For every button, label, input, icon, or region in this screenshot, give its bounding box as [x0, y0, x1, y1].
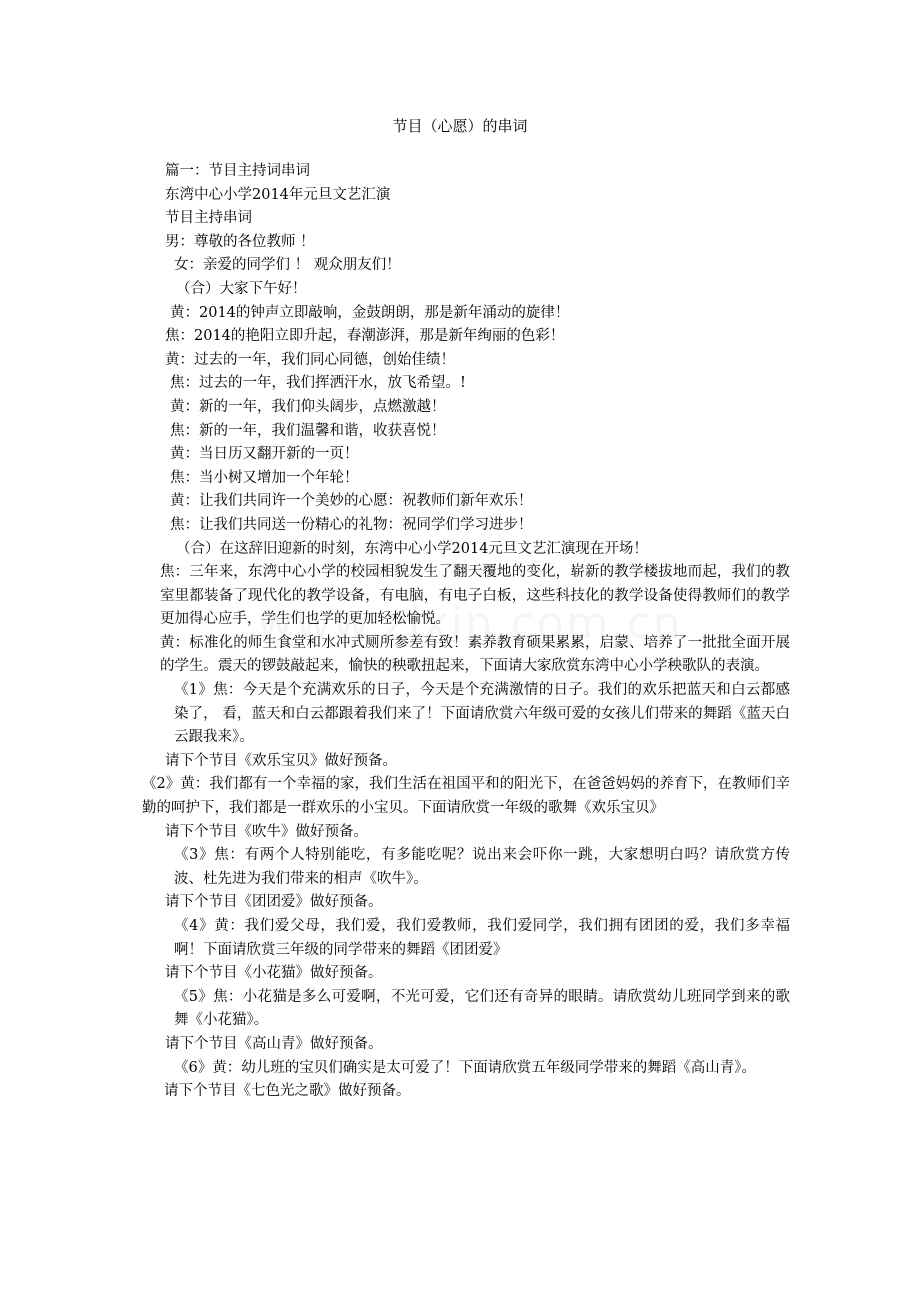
text-line: （合）在这辞旧迎新的时刻，东湾中心小学2014元旦文艺汇演现在开场！: [176, 540, 648, 557]
text-line: 焦：当小树又增加一个年轮！: [170, 469, 359, 486]
text-line: （合）大家下午好！: [176, 280, 307, 297]
text-paragraph: 《2》黄：我们都有一个幸福的家，我们生活在祖国平和的阳光下，在爸爸妈妈的养育下，在教师们辛勤的呵护下，我们都是一群欢乐的小宝贝。下面请欣赏一年级的歌舞《欢乐宝贝》: [142, 776, 790, 817]
text-line: 节目主持串词: [165, 210, 252, 227]
text-line: 男：尊敬的各位教师 ！: [165, 233, 315, 250]
text-paragraph: 焦：三年来，东湾中心小学的校园相貌发生了翻天覆地的变化，崭新的教学楼拔地而起，我们的教室里都装备了现代化的教学设备，有电脑，有电子白板，这些科技化的教学设备使得教师们的教学更加得心应手，学生们也学的更加轻松愉悦。: [160, 564, 790, 628]
text-paragraph: 《1》焦：今天是个充满欢乐的日子，今天是个充满激情的日子。我们的欢乐把蓝天和白云都感染了， 看，蓝天和白云都跟着我们来了！下面请欣赏六年级可爱的女孩儿们带来的舞蹈《蓝天白云跟我来》。: [174, 682, 790, 746]
text-paragraph: 《4》黄：我们爱父母，我们爱，我们爱教师，我们爱同学，我们拥有团团的爱，我们多幸福啊！下面请欣赏三年级的同学带来的舞蹈《团团爱》: [174, 918, 790, 958]
text-line: 请下个节目《欢乐宝贝》做好预备。: [165, 752, 397, 769]
text-line: 请下个节目《吹牛》做好预备。: [165, 823, 368, 840]
text-line: 请下个节目《高山青》做好预备。: [165, 1035, 383, 1052]
text-line: 请下个节目《小花猫》做好预备。: [165, 965, 383, 982]
text-line: 黄：当日历又翻开新的一页！: [170, 446, 359, 463]
text-line: 女：亲爱的同学们 ！ 观众朋友们！: [174, 257, 401, 274]
text-paragraph: 《3》焦：有两个人特别能吃，有多能吃呢？说出来会吓你一跳，大家想明白吗？请欣赏方传波、杜先进为我们带来的相声《吹牛》。: [174, 847, 790, 887]
document-title: 节目（心愿）的串词: [392, 117, 528, 135]
document-body: [140, 160, 790, 1104]
text-line: 焦：2014的艳阳立即升起，春潮澎湃，那是新年绚丽的色彩！: [165, 328, 565, 345]
text-line: 黄：2014的钟声立即敲响，金鼓朗朗，那是新年涌动的旋律！: [170, 304, 570, 321]
text-line: 黄：过去的一年，我们同心同德，创始佳绩！: [165, 351, 455, 368]
text-line: 篇一：节目主持词串词: [165, 163, 310, 179]
text-line: 焦：让我们共同送一份精心的礼物：祝同学们学习进步！: [170, 516, 533, 533]
text-paragraph: 《6》黄：幼儿班的宝贝们确实是太可爱了！下面请欣赏五年级同学带来的舞蹈《高山青》。: [174, 1059, 756, 1076]
text-line: 黄：新的一年，我们仰头阔步，点燃激越！: [170, 398, 446, 415]
text-paragraph: 黄：标准化的师生食堂和水冲式厕所参差有致！素养教育硕果累累，启蒙、培养了一批批全面开展的学生。震天的锣鼓敲起来，愉快的秧歌扭起来，下面请大家欣赏东湾中心小学秧歌队的表演。: [160, 634, 790, 675]
text-paragraph: 《5》焦：小花猫是多么可爱啊，不光可爱，它们还有奇异的眼睛。请欣赏幼儿班同学到来的歌舞《小花猫》。: [174, 988, 790, 1029]
text-line: 黄：让我们共同许一个美妙的心愿：祝教师们新年欢乐！: [170, 493, 533, 510]
text-line: 焦：过去的一年，我们挥洒汗水，放飞希望。!: [170, 375, 466, 392]
text-line: 东湾中心小学2014年元旦文艺汇演: [165, 186, 391, 203]
text-line: 请下个节目《团团爱》做好预备。: [165, 894, 383, 911]
text-line: 请下个节目《七色光之歌》做好预备。: [164, 1083, 411, 1100]
text-line: 焦：新的一年，我们温馨和谐，收获喜悦！: [170, 422, 446, 439]
